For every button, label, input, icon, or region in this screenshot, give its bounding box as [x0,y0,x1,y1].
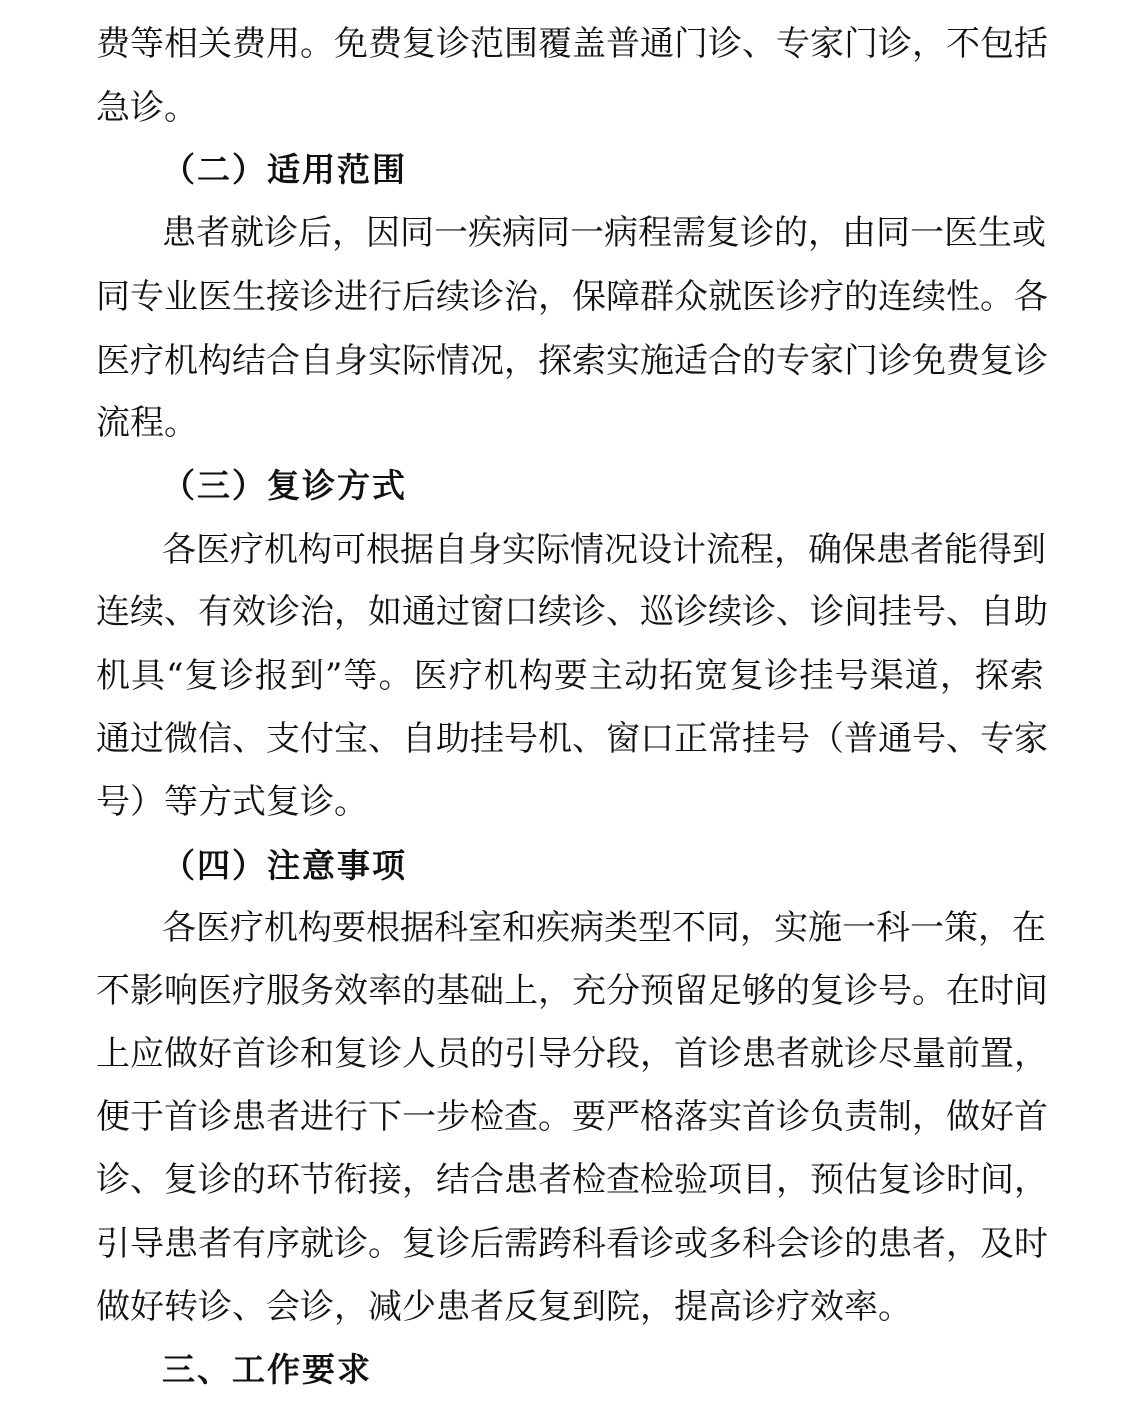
paragraph-line: 通过微信、支付宝、自助挂号机、窗口正常挂号（普通号、专家 [96,719,1048,759]
paragraph-line: 各医疗机构可根据自身实际情况设计流程，确保患者能得到 [162,530,1046,570]
paragraph-line: 流程。 [96,403,198,443]
section-heading-method: （三）复诊方式 [162,466,407,505]
paragraph-line: 费等相关费用。免费复诊范围覆盖普通门诊、专家门诊，不包括 [96,24,1048,64]
paragraph-line: 各医疗机构要根据科室和疾病类型不同，实施一科一策，在 [162,908,1046,948]
section-heading-notes: （四）注意事项 [162,846,407,885]
paragraph-line: 连续、有效诊治，如通过窗口续诊、巡诊续诊、诊间挂号、自助 [96,592,1048,632]
paragraph-line: 不影响医疗服务效率的基础上，充分预留足够的复诊号。在时间 [96,971,1048,1011]
part-heading-requirements: 三、工作要求 [162,1350,372,1389]
paragraph-line: 做好转诊、会诊，减少患者反复到院，提高诊疗效率。 [96,1287,912,1327]
paragraph-line: 诊、复诊的环节衔接，结合患者检查检验项目，预估复诊时间， [96,1160,1048,1200]
paragraph-line: 上应做好首诊和复诊人员的引导分段，首诊患者就诊尽量前置， [96,1034,1048,1074]
paragraph-line: 便于首诊患者进行下一步检查。要严格落实首诊负责制，做好首 [96,1097,1048,1137]
paragraph-line: 患者就诊后，因同一疾病同一病程需复诊的，由同一医生或 [162,213,1046,253]
paragraph-line: 急诊。 [96,88,198,128]
section-heading-scope: （二）适用范围 [162,150,407,189]
paragraph-line: 医疗机构结合自身实际情况，探索实施适合的专家门诊免费复诊 [96,341,1048,381]
paragraph-line: 同专业医生接诊进行后续诊治，保障群众就医诊疗的连续性。各 [96,277,1048,317]
paragraph-line: 引导患者有序就诊。复诊后需跨科看诊或多科会诊的患者，及时 [96,1224,1048,1264]
paragraph-line: 机具“复诊报到”等。医疗机构要主动拓宽复诊挂号渠道，探索 [96,656,1044,696]
paragraph-line: 号）等方式复诊。 [96,782,368,822]
